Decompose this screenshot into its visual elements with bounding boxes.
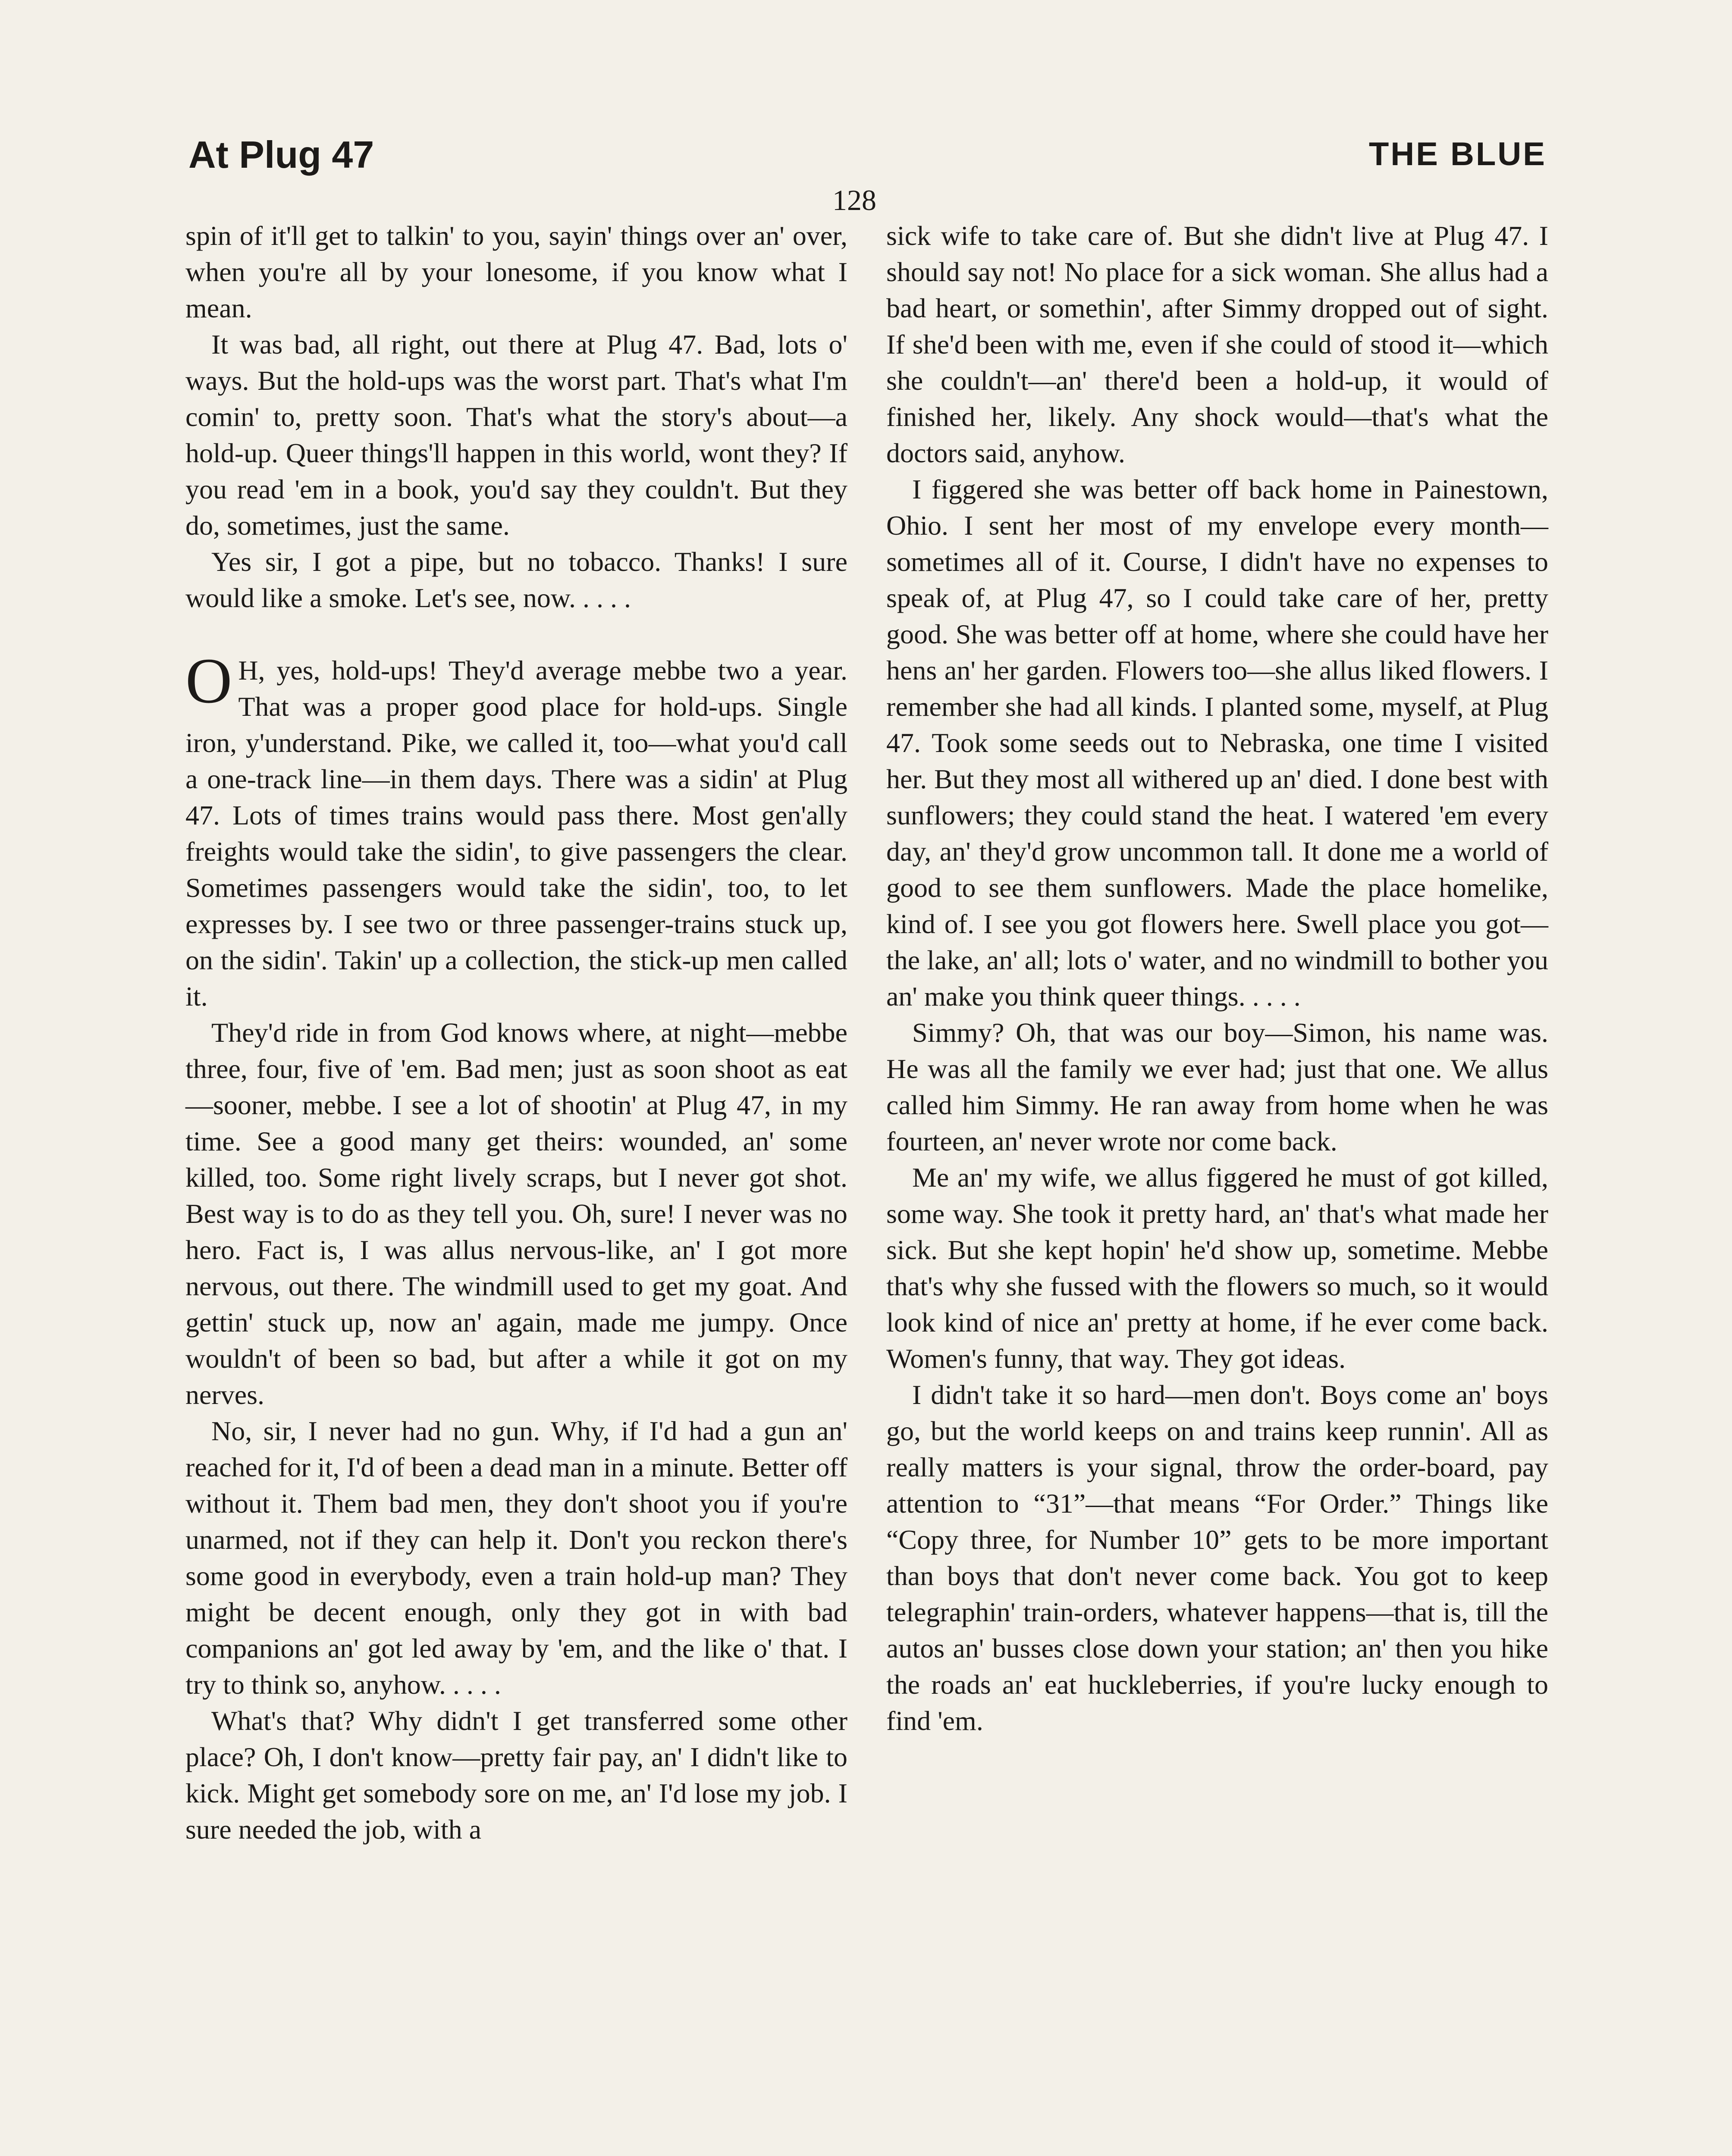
drop-cap: O	[185, 645, 232, 717]
magazine-title: THE BLUE	[1369, 136, 1547, 172]
paragraph: sick wife to take care of. But she didn't live at Plug 47. I should say not! No place for a sick woman. She allus had a bad heart, or somethin', after Simmy dropped out of sight. If she'd been with me, even if she could of stood it—which she couldn't—an' there'd been a hold-up, it would of finished her, likely. Any shock would—that's what the doctors said, anyhow.	[886, 220, 1548, 468]
paragraph: No, sir, I never had no gun. Why, if I'd had a gun an' reached for it, I'd of been a dead man in a minute. Better off without it. Them bad men, they don't shoot you if you're unarmed, not if they can help it. Don't you reckon there's some good in everybody, even a train hold-up man? They might be decent enough, only they got in with bad companions an' got led away by 'em, and the like o' that. I try to think so, anyhow. . . . .	[185, 1416, 847, 1700]
paragraph: Yes sir, I got a pipe, but no tobacco. Thanks! I sure would like a smoke. Let's see, now. . . . .	[185, 546, 847, 613]
paragraph: I figgered she was better off back home in Painestown, Ohio. I sent her most of my envelope every month—sometimes all of it. Course, I didn't have no expenses to speak of, at Plug 47, so I could take care of her, pretty good. She was better off at home, where she could have her hens an' her garden. Flowers too—she allus liked flowers. I remember she had all kinds. I planted some, myself, at Plug 47. Took some seeds out to Nebraska, one time I visited her. But they most all withered up an' died. I done best with sunflowers; they could stand the heat. I watered 'em every day, an' they'd grow uncommon tall. It done me a world of good to see them sunflowers. Made the place homelike, kind of. I see you got flowers here. Swell place you got—the lake, an' all; lots o' water, and no windmill to bother you an' make you think queer things. . . . .	[886, 474, 1548, 1012]
paragraph: I didn't take it so hard—men don't. Boys come an' boys go, but the world keeps on and trains keep runnin'. All as really matters is your signal, throw the order-board, pay attention to “31”—that means “For Order.” Things like “Copy three, for Number 10” gets to be more important than boys that don't never come back. You got to keep telegraphin' train-orders, whatever happens—that is, till the autos an' busses close down your station; an' then you hike the roads an' eat huckleberries, if you're lucky enough to find 'em.	[886, 1379, 1548, 1736]
paragraph: Me an' my wife, we allus figgered he must of got killed, some way. She took it pretty hard, an' that's what made her sick. But she kept hopin' he'd show up, sometime. Mebbe that's why she fussed with the flowers so much, so it would look kind of nice an' pretty at home, if he ever come back. Women's funny, that way. They got ideas.	[886, 1162, 1548, 1374]
paragraph: What's that? Why didn't I get transferred some other place? Oh, I don't know—pretty fair pay, an' I didn't like to kick. Might get somebody sore on me, an' I'd lose my job. I sure needed the job, with a	[185, 1705, 847, 1845]
paragraph-text: H, yes, hold-ups! They'd average mebbe two a year. That was a proper good place for hold-ups. Single iron, y'understand. Pike, we called it, too—what you'd call a one-track line—in them days. There was a sidin' at Plug 47. Lots of times trains would pass there. Most gen'ally freights would take the sidin', to give passengers the clear. Sometimes passengers would take the sidin', too, to let expresses by. I see two or three passenger-trains stuck up, on the sidin'. Takin' up a collection, the stick-up men called it.	[185, 655, 847, 1012]
paragraph: They'd ride in from God knows where, at night—mebbe three, four, five of 'em. Bad men; just as soon shoot as eat—sooner, mebbe. I see a lot of shootin' at Plug 47, in my time. See a good many get theirs: wounded, an' some killed, too. Some right lively scraps, but I never got shot. Best way is to do as they tell you. Oh, sure! I never was no hero. Fact is, I was allus nervous-like, an' I got more nervous, out there. The windmill used to get my goat. And gettin' stuck up, now an' again, made me jumpy. Once wouldn't of been so bad, but after a while it got on my nerves.	[185, 1017, 847, 1410]
section-start-paragraph	[185, 645, 847, 1015]
paragraph: spin of it'll get to talkin' to you, sayin' things over an' over, when you're all by your lonesome, if you know what I mean.	[185, 220, 847, 323]
page-number: 128	[832, 184, 876, 216]
paragraph: Simmy? Oh, that was our boy—Simon, his name was. He was all the family we ever had; just that one. We allus called him Simmy. He ran away from home when he was fourteen, an' never wrote nor come back.	[886, 1017, 1548, 1156]
paragraph: It was bad, all right, out there at Plug 47. Bad, lots o' ways. But the hold-ups was the worst part. That's what I'm comin' to, pretty soon. That's what the story's about—a hold-up. Queer things'll happen in this world, wont they? If you read 'em in a book, you'd say they couldn't. But they do, sometimes, just the same.	[185, 329, 847, 541]
right-column	[886, 218, 1548, 1739]
story-title: At Plug 47	[188, 133, 374, 176]
left-column	[185, 218, 847, 1848]
